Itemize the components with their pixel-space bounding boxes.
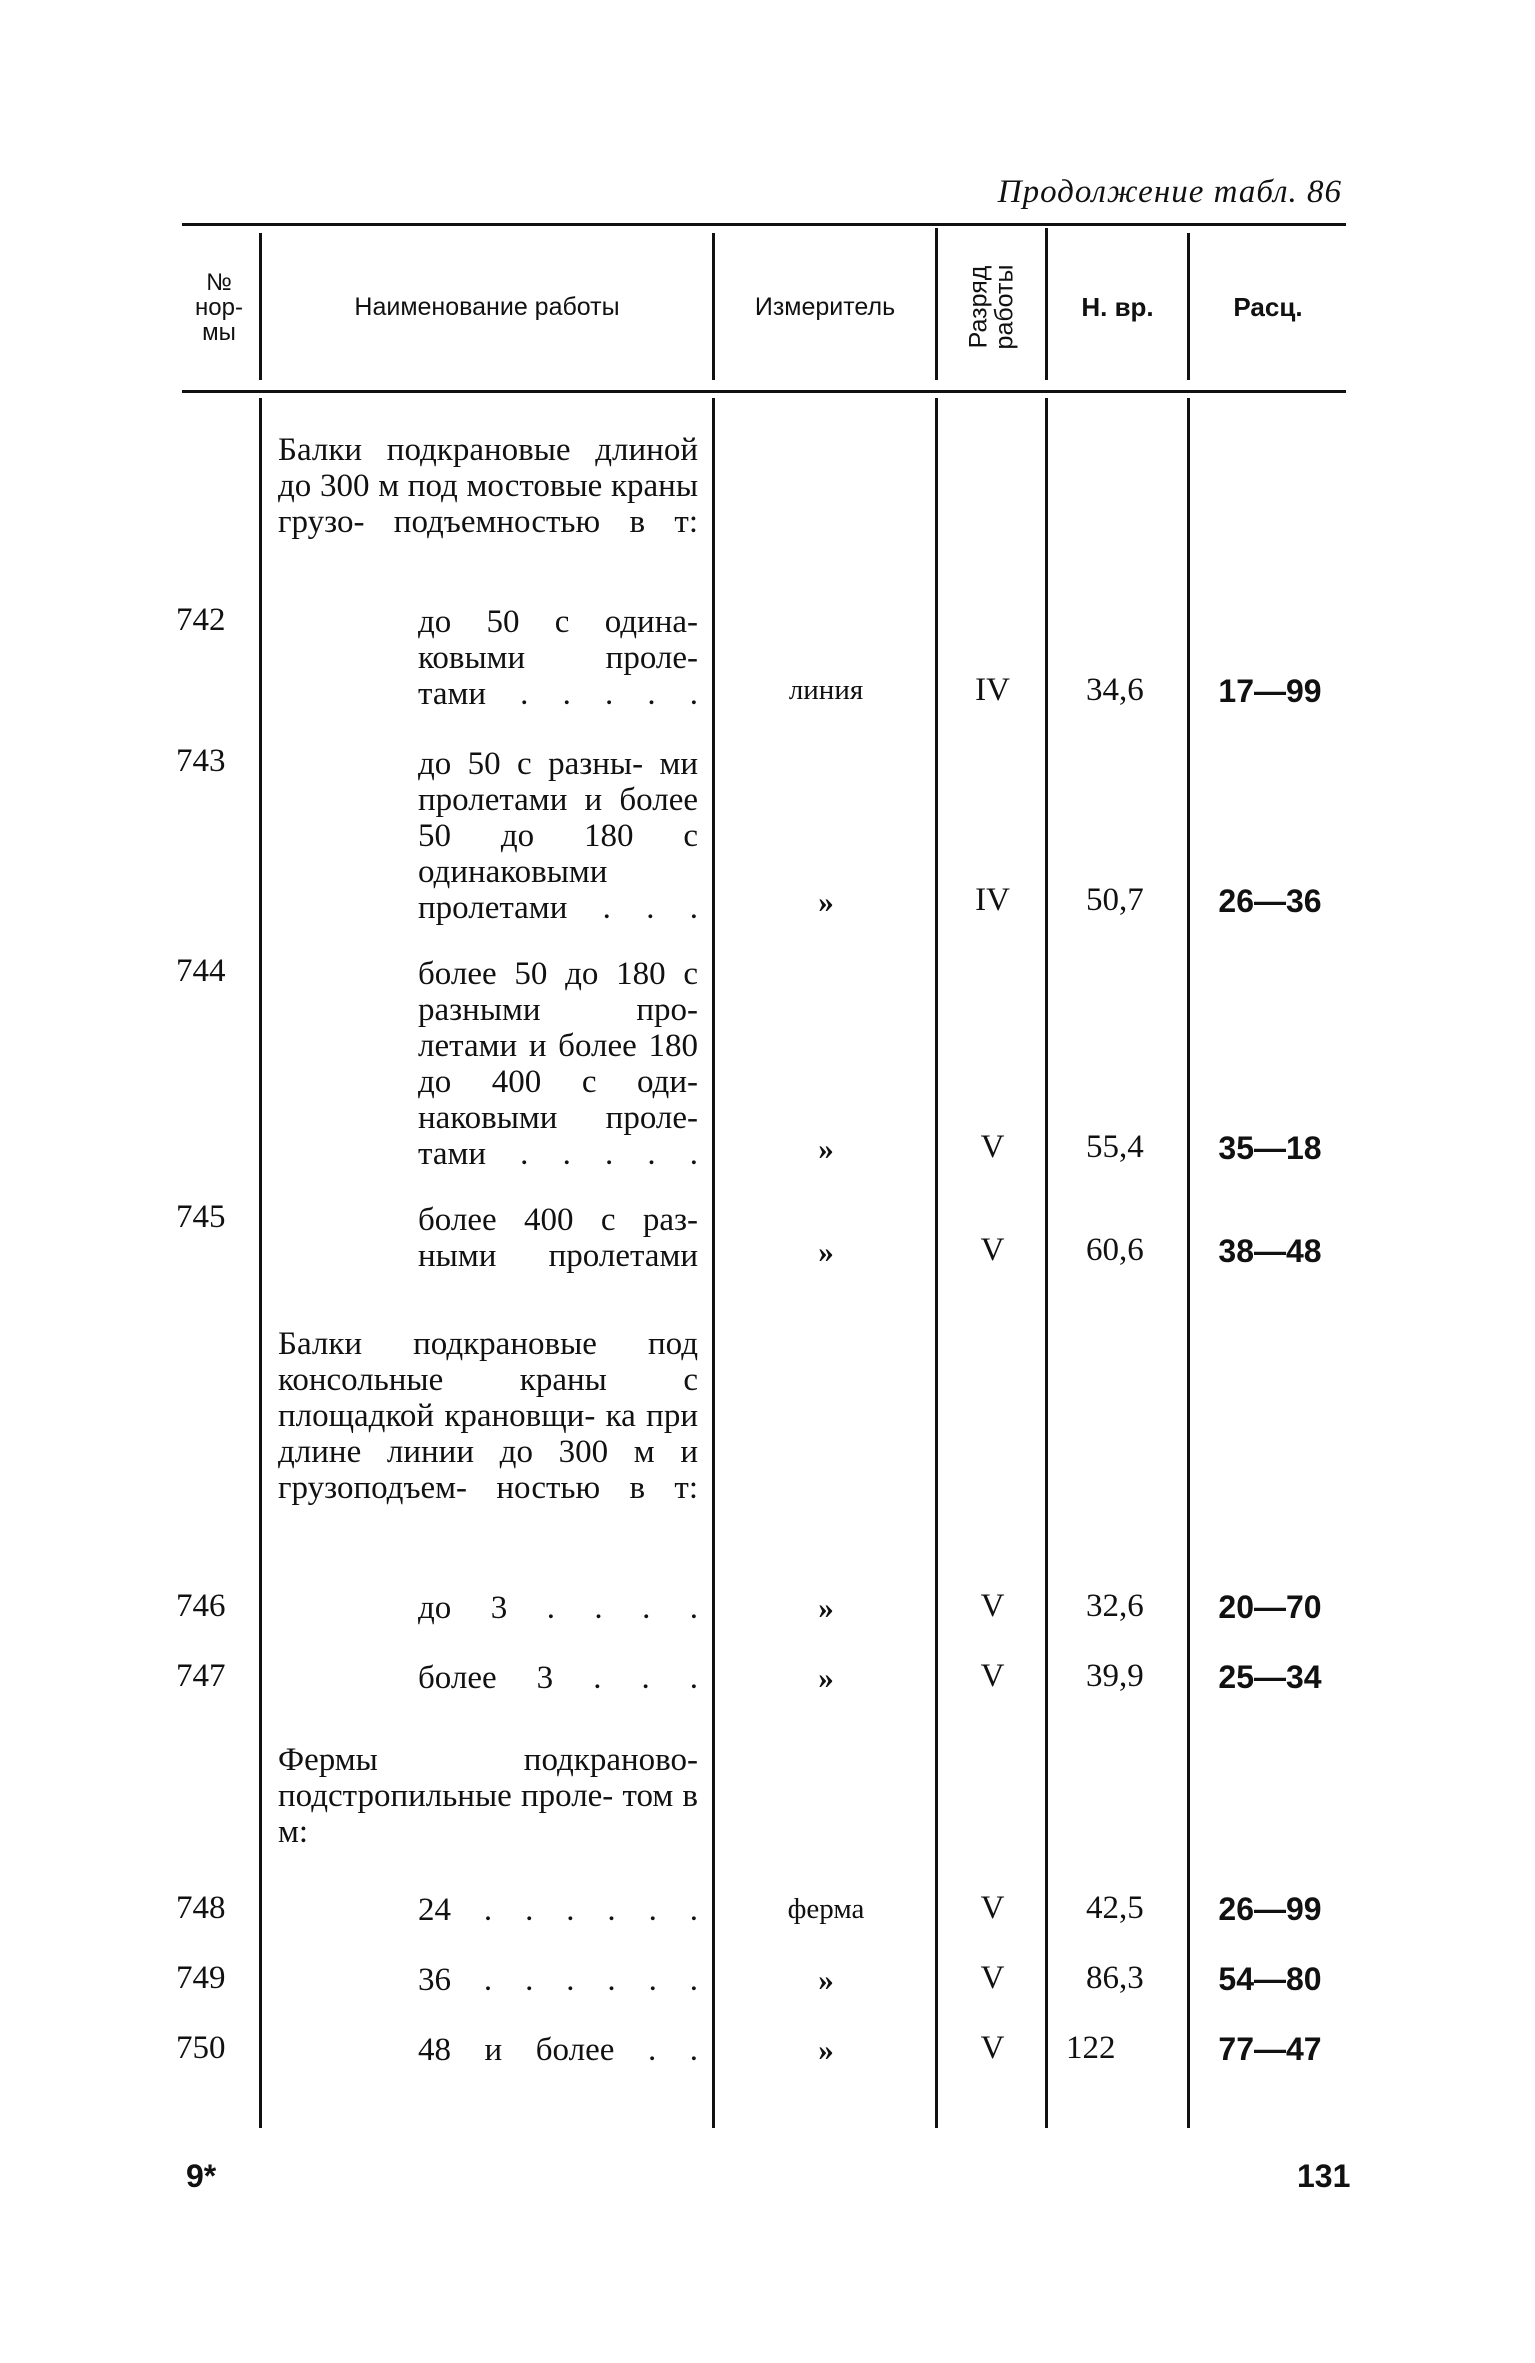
- row-unit: »: [818, 1962, 834, 1997]
- header-work-name: Наименование работы: [354, 292, 620, 321]
- dot-leader: . .: [647, 2032, 699, 2068]
- row-number: 747: [176, 1658, 226, 1694]
- dot-leader: . . .: [593, 1660, 698, 1696]
- group-title: Балки подкрановые длиной до 300 м под мостовые краны грузо- подъемностью в т:: [278, 432, 698, 540]
- row-description-text: 24: [418, 1892, 451, 1928]
- row-description: [418, 1590, 698, 1626]
- row-description: [418, 2032, 698, 2068]
- row-time-text: 60,6: [1086, 1232, 1144, 1268]
- table-continuation-caption: Продолжение табл. 86: [997, 174, 1342, 210]
- row-rate: 77—47: [1218, 2031, 1322, 2067]
- row-time-text: 34,6: [1086, 672, 1144, 708]
- row-time: [1048, 1658, 1190, 1695]
- row-unit: линия: [788, 674, 864, 706]
- row-rate: 26—99: [1218, 1891, 1322, 1927]
- row-grade: V: [980, 1588, 1005, 1624]
- row-unit: »: [818, 1660, 834, 1695]
- row-time-text: 32,6: [1086, 1588, 1144, 1624]
- row-time: [1048, 672, 1190, 709]
- row-description-text: до 50 с разны- ми пролетами и более 50 до 180 с одинаковыми пролетами: [418, 746, 698, 926]
- header-norm-number: [182, 232, 256, 382]
- row-time: [1048, 1960, 1190, 1997]
- row-description-text: до 50 с одина- ковыми проле- тами: [418, 604, 698, 712]
- header-grade: [938, 232, 1045, 382]
- row-description: [418, 746, 698, 926]
- row-rate: 35—18: [1218, 1130, 1322, 1166]
- row-description: [418, 956, 698, 1172]
- dot-leader: . . .: [602, 890, 698, 926]
- row-rate: 38—48: [1218, 1233, 1322, 1269]
- row-description-text: более 400 с раз- ными пролетами: [418, 1202, 698, 1274]
- row-time-text: 86,3: [1086, 1960, 1144, 1996]
- header-grade-text: Разряд работы: [964, 264, 1019, 350]
- row-number: 744: [176, 953, 226, 989]
- row-number: 745: [176, 1199, 226, 1235]
- row-grade: V: [980, 1890, 1005, 1926]
- row-description: [418, 1660, 698, 1696]
- signature-mark: 9*: [186, 2158, 217, 2194]
- dot-leader: . . . . . .: [483, 1892, 699, 1928]
- row-description: [418, 1962, 698, 1998]
- dot-leader: . . . . . .: [483, 1962, 699, 1998]
- dot-leader: . . . .: [546, 1590, 699, 1626]
- row-unit: ферма: [787, 1893, 865, 1925]
- row-unit: »: [818, 1590, 834, 1625]
- row-time: [1048, 1232, 1190, 1269]
- row-time: [1048, 882, 1190, 919]
- row-time-text: 42,5: [1086, 1890, 1144, 1926]
- header-rate: Расц.: [1233, 291, 1303, 322]
- column-divider-1: [259, 398, 262, 2128]
- row-description-text: более 3: [418, 1660, 554, 1696]
- row-unit: »: [818, 2032, 834, 2067]
- group-title: Фермы подкраново- подстропильные проле- том в м:: [278, 1742, 698, 1850]
- header-norm-number-text: № нор- мы: [195, 268, 243, 346]
- row-number: 748: [176, 1890, 226, 1926]
- row-rate: 20—70: [1218, 1589, 1322, 1625]
- row-unit: »: [818, 884, 834, 919]
- row-rate: 17—99: [1218, 673, 1322, 709]
- dot-leader: . . . . .: [520, 676, 699, 712]
- row-time: [1048, 2030, 1190, 2067]
- table-header-rule: [182, 390, 1346, 393]
- header-unit: Измеритель: [754, 292, 896, 321]
- row-time: [1048, 1890, 1190, 1927]
- row-grade: V: [980, 1658, 1005, 1694]
- row-rate: 25—34: [1218, 1659, 1322, 1695]
- group-title: Балки подкрановые под консольные краны с площадкой крановщи- ка при длине линии до 300 м и грузоподъем- ностью в т:: [278, 1326, 698, 1506]
- row-number: 749: [176, 1960, 226, 1996]
- row-grade: IV: [975, 882, 1010, 918]
- row-number: 746: [176, 1588, 226, 1624]
- row-description-text: до 3: [418, 1590, 508, 1626]
- table-top-rule: [182, 223, 1346, 226]
- row-description: [418, 1202, 698, 1274]
- row-description-text: более 50 до 180 с разными про- летами и более 180 до 400 с оди- наковыми проле- тами: [418, 956, 698, 1172]
- row-time-text: 50,7: [1086, 882, 1144, 918]
- row-description: [418, 604, 698, 712]
- row-unit: »: [818, 1131, 834, 1166]
- row-grade: IV: [975, 672, 1010, 708]
- dot-leader: . . . . .: [520, 1136, 699, 1172]
- row-description-text: 48 и более: [418, 2032, 615, 2068]
- row-description-text: 36: [418, 1962, 451, 1998]
- row-time-text: 39,9: [1086, 1658, 1144, 1694]
- row-grade: V: [980, 1960, 1005, 1996]
- row-description: [418, 1892, 698, 1928]
- row-time: [1048, 1129, 1190, 1166]
- row-number: 750: [176, 2030, 226, 2066]
- header-time: Н. вр.: [1081, 291, 1154, 322]
- row-grade: V: [980, 1129, 1005, 1165]
- row-time: [1048, 1588, 1190, 1625]
- row-unit: »: [818, 1234, 834, 1269]
- row-rate: 26—36: [1218, 883, 1322, 919]
- row-time-text: 55,4: [1086, 1129, 1144, 1165]
- row-time-text: 122: [1066, 2030, 1116, 2066]
- row-grade: V: [980, 1232, 1005, 1268]
- page-number: 131: [1297, 2158, 1351, 2194]
- row-number: 743: [176, 743, 226, 779]
- row-grade: V: [980, 2030, 1005, 2066]
- row-number: 742: [176, 602, 226, 638]
- row-rate: 54—80: [1218, 1961, 1322, 1997]
